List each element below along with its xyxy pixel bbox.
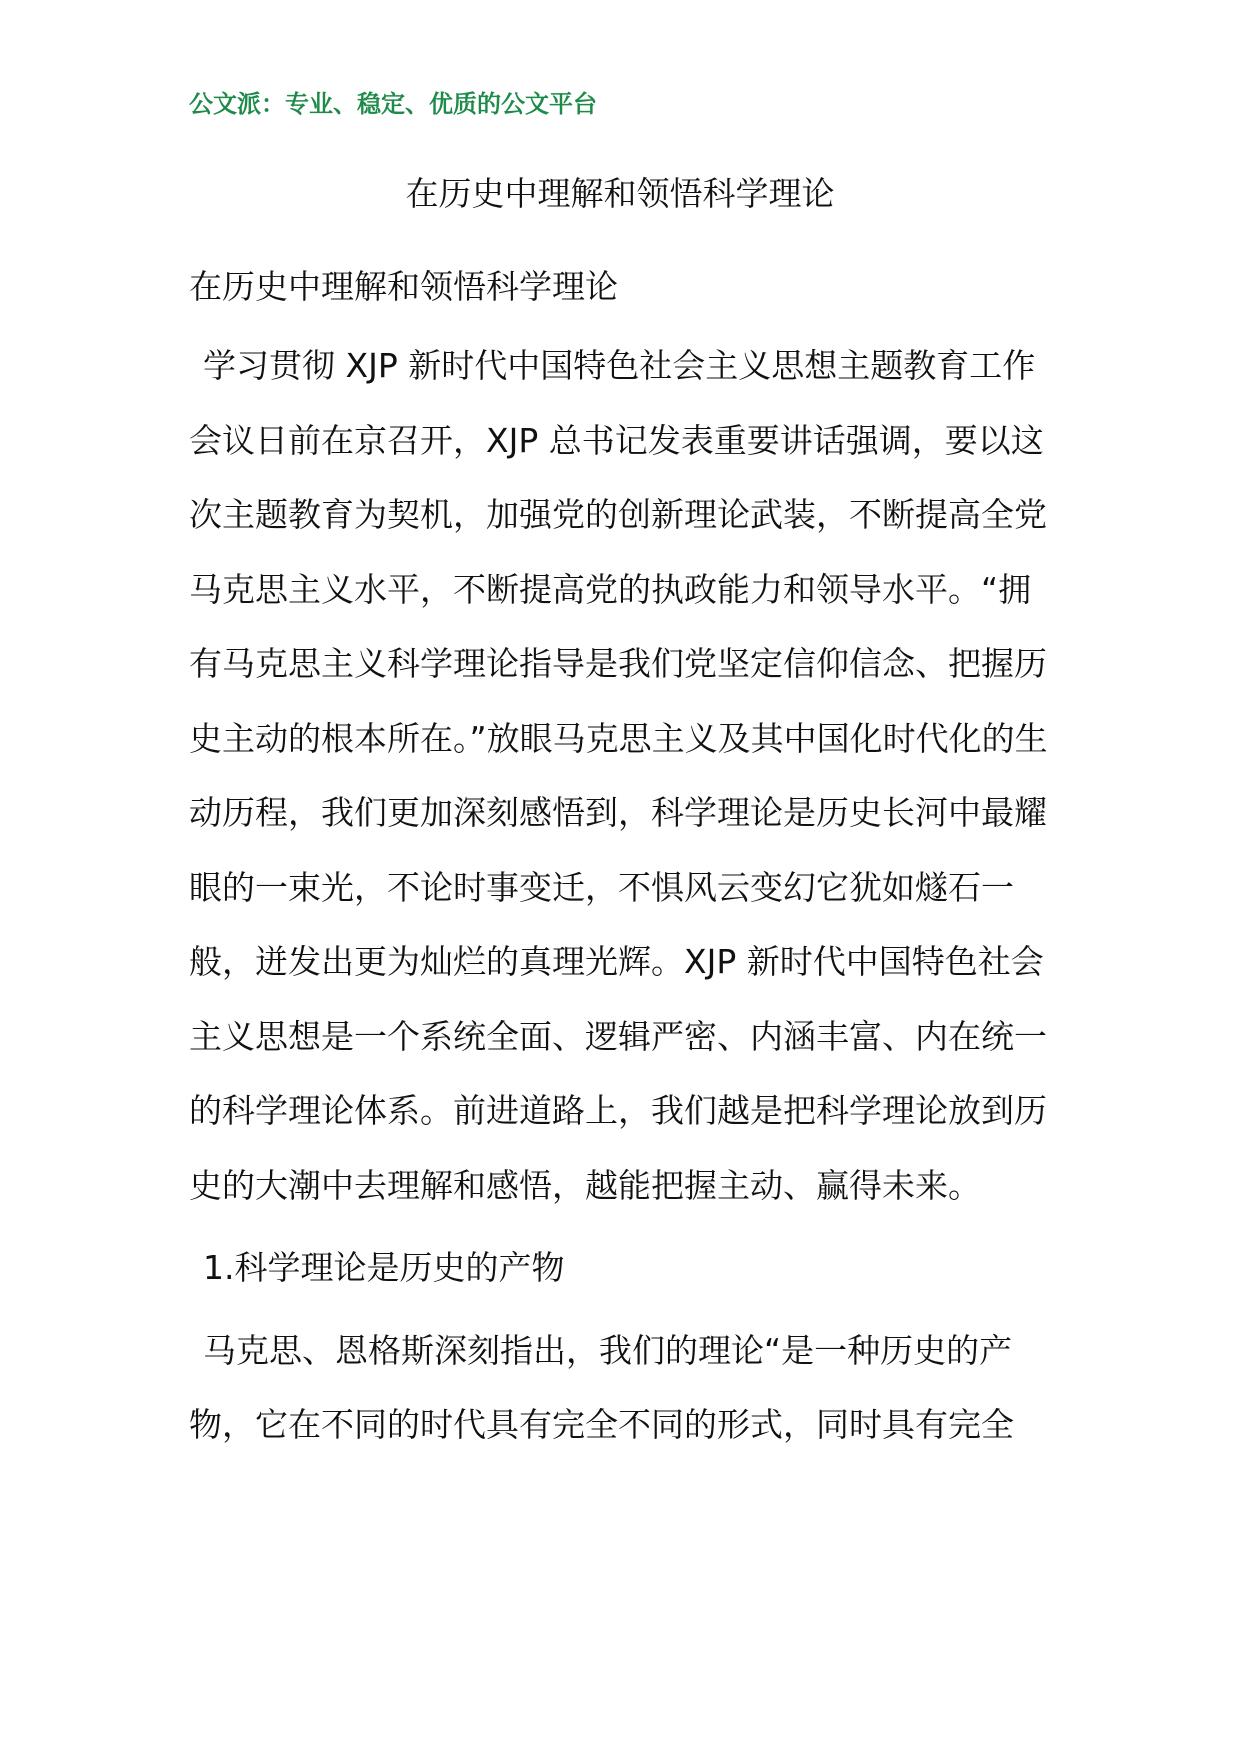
section-heading: 1.科学理论是历史的产物 — [203, 1248, 565, 1287]
body-paragraph: 学习贯彻 XJP 新时代中国特色社会主义思想主题教育工作会议日前在京召开，XJP 总书记发表重要讲话强调，要以这次主题教育为契机，加强党的创新理论武装，不断提高全党马克思主义水平，不断提高党的执政能力和领导水平。“拥有马克思主义科学理论指导是我们党坚定信仰信念、把握历史主动的根本所在。”放眼马克思主义及其中国化时代化的生动历程，我们更加深刻感悟到，科学理论是历史长河中最耀眼的一束光，不论时事变迁，不惧风云变幻它犹如燧石一般，迸发出更为灿烂的真理光辉。XJP 新时代中国特色社会主义思想是一个系统全面、逻辑严密、内涵丰富、内在统一的科学理论体系。前进道路上，我们越是把科学理论放到历史的大潮中去理解和感悟，越能把握主动、赢得未来。 — [189, 346, 1048, 1205]
document-subtitle: 在历史中理解和领悟科学理论 — [189, 267, 618, 306]
document-title: 在历史中理解和领悟科学理论 — [405, 174, 835, 213]
section-paragraph: 马克思、恩格斯深刻指出，我们的理论“是一种历史的产物，它在不同的时代具有完全不同的形式，同时具有完全 — [189, 1330, 1014, 1444]
document-body — [189, 263, 1051, 1463]
brand-header: 公文派：专业、稳定、优质的公文平台 — [189, 89, 597, 118]
